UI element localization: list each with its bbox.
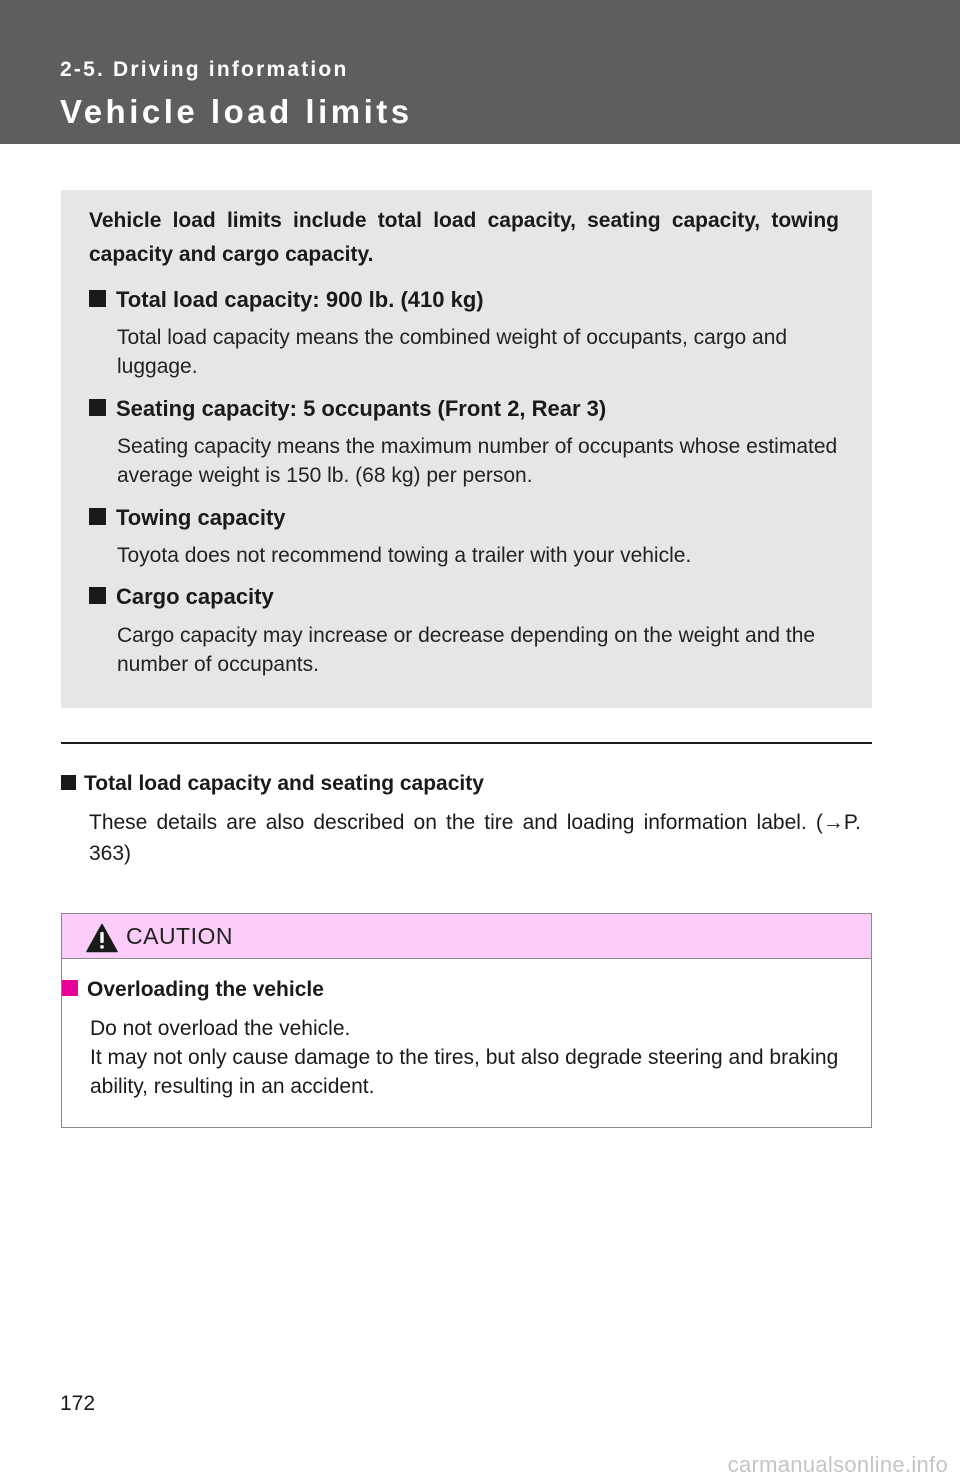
caution-body (90, 1014, 866, 1101)
summary-intro: Vehicle load limits include total load capacity, seating capacity, towing capacity and cargo capacity. (89, 209, 839, 266)
summary-item-body: Seating capacity means the maximum number of occupants whose estimated average weight is 150 lb. (68 kg) per person. (117, 435, 838, 487)
square-bullet-icon (89, 290, 106, 307)
warning-triangle-icon (86, 923, 118, 953)
caution-heading-text: Overloading the vehicle (87, 978, 324, 1001)
summary-item-heading-text: Towing capacity (116, 505, 286, 530)
summary-item-heading (89, 504, 286, 532)
summary-item-heading (89, 583, 274, 611)
summary-item-body: Cargo capacity may increase or decrease depending on the weight and the number of occupants. (117, 624, 816, 676)
summary-item-heading-text: Total load capacity: 900 lb. (410 kg) (116, 287, 484, 312)
summary-item-body: Total load capacity means the combined weight of occupants, cargo and luggage. (117, 326, 788, 378)
square-bullet-icon (62, 980, 78, 996)
section-label: 2-5. Driving information (60, 58, 349, 81)
caution-body-line: Do not overload the vehicle. (90, 1017, 351, 1040)
page-number: 172 (60, 1392, 96, 1415)
page-header (0, 0, 960, 144)
square-bullet-icon (61, 775, 76, 790)
caution-heading (62, 976, 324, 1004)
info-heading (61, 770, 484, 798)
caution-label: CAUTION (126, 923, 233, 949)
summary-item-body: Toyota does not recommend towing a trailer with your vehicle. (117, 544, 692, 567)
info-heading-text: Total load capacity and seating capacity (84, 772, 484, 795)
caution-box (61, 913, 872, 1128)
page-title: Vehicle load limits (60, 93, 413, 130)
caution-header (62, 914, 871, 959)
info-body: These details are also described on the tire and loading information label. (→P. 363) (89, 811, 861, 865)
summary-item-heading-text: Seating capacity: 5 occupants (Front 2, Rear 3) (116, 396, 607, 421)
summary-item-heading-text: Cargo capacity (116, 584, 274, 609)
square-bullet-icon (89, 587, 106, 604)
watermark: carmanualsonline.info (727, 1452, 948, 1477)
square-bullet-icon (89, 508, 106, 525)
summary-item-heading (89, 395, 606, 423)
caution-body-line: It may not only cause damage to the tires, but also degrade steering and braking ability, resulting in an accident. (90, 1046, 839, 1098)
summary-item-heading (89, 286, 484, 314)
section-divider (61, 742, 872, 744)
square-bullet-icon (89, 399, 106, 416)
